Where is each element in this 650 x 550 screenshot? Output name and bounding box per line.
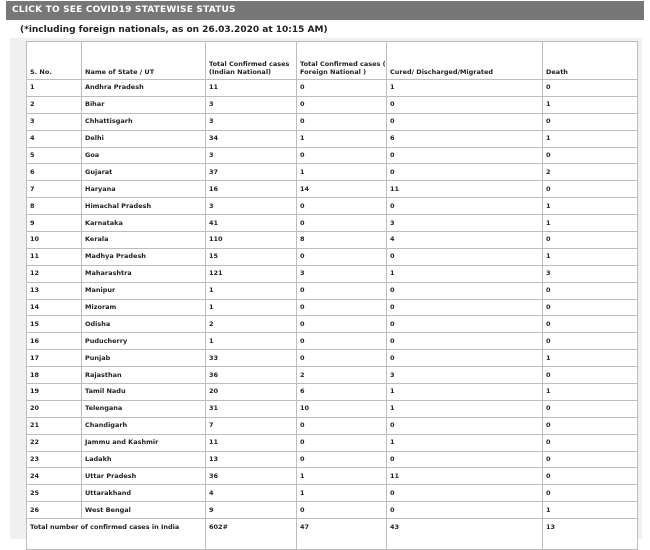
cell-cured: 0 [387, 147, 543, 164]
cell-sno: 26 [27, 502, 82, 519]
cell-death: 1 [543, 502, 638, 519]
cell-sno: 20 [27, 400, 82, 417]
cell-sno: 16 [27, 333, 82, 350]
cell-death: 0 [543, 367, 638, 384]
cell-foreign-cases: 0 [297, 350, 387, 367]
cell-foreign-cases: 0 [297, 215, 387, 232]
cell-indian-cases: 16 [206, 181, 297, 198]
cell-death: 0 [543, 299, 638, 316]
cell-death: 1 [543, 130, 638, 147]
cell-cured: 1 [387, 434, 543, 451]
cell-indian-cases: 11 [206, 80, 297, 97]
cell-state: Rajasthan [82, 367, 206, 384]
cell-death: 1 [543, 248, 638, 265]
cell-foreign-cases: 3 [297, 265, 387, 282]
cell-death: 1 [543, 198, 638, 215]
table-row [27, 265, 638, 282]
cell-state: Punjab [82, 350, 206, 367]
table-row [27, 215, 638, 232]
cell-indian-cases: 33 [206, 350, 297, 367]
table-row [27, 502, 638, 519]
cell-foreign-cases: 0 [297, 198, 387, 215]
cell-sno: 18 [27, 367, 82, 384]
cell-foreign-cases: 6 [297, 384, 387, 401]
cell-death: 3 [543, 265, 638, 282]
cell-cured: 0 [387, 248, 543, 265]
cell-cured: 1 [387, 265, 543, 282]
header-cured: Cured/ Discharged/Migrated [387, 42, 543, 80]
cell-death: 0 [543, 147, 638, 164]
cell-foreign-cases: 0 [297, 80, 387, 97]
cell-foreign-cases: 0 [297, 417, 387, 434]
table-row [27, 248, 638, 265]
cell-death: 0 [543, 113, 638, 130]
cell-state: Karnataka [82, 215, 206, 232]
cell-sno: 22 [27, 434, 82, 451]
cell-foreign-cases: 8 [297, 232, 387, 249]
cell-foreign-cases: 0 [297, 333, 387, 350]
cell-foreign-cases: 1 [297, 485, 387, 502]
table-header-row [27, 42, 638, 80]
cell-sno: 11 [27, 248, 82, 265]
cell-state: Andhra Pradesh [82, 80, 206, 97]
table-row [27, 282, 638, 299]
cell-state: West Bengal [82, 502, 206, 519]
cell-sno: 12 [27, 265, 82, 282]
cell-state: Tamil Nadu [82, 384, 206, 401]
table-row [27, 485, 638, 502]
cell-indian-cases: 20 [206, 384, 297, 401]
cell-state: Jammu and Kashmir [82, 434, 206, 451]
table-row [27, 333, 638, 350]
cell-sno: 17 [27, 350, 82, 367]
cell-state: Goa [82, 147, 206, 164]
cell-foreign-cases: 0 [297, 502, 387, 519]
cell-death: 1 [543, 384, 638, 401]
table-row [27, 417, 638, 434]
header-sno: S. No. [27, 42, 82, 80]
cell-death: 0 [543, 485, 638, 502]
header-death: Death [543, 42, 638, 80]
cell-sno: 25 [27, 485, 82, 502]
cell-cured: 1 [387, 384, 543, 401]
cell-indian-cases: 3 [206, 113, 297, 130]
table-row [27, 164, 638, 181]
cell-indian-cases: 11 [206, 434, 297, 451]
cell-sno: 6 [27, 164, 82, 181]
cell-foreign-cases: 0 [297, 434, 387, 451]
cell-indian-cases: 3 [206, 147, 297, 164]
cell-foreign-cases: 1 [297, 164, 387, 181]
cell-cured: 0 [387, 282, 543, 299]
cell-indian-cases: 121 [206, 265, 297, 282]
cell-indian-cases: 37 [206, 164, 297, 181]
table-row [27, 232, 638, 249]
table-row [27, 434, 638, 451]
cell-cured: 0 [387, 502, 543, 519]
cell-death: 1 [543, 215, 638, 232]
header-state: Name of State / UT [82, 42, 206, 80]
cell-state: Chandigarh [82, 417, 206, 434]
cell-death: 1 [543, 350, 638, 367]
cell-indian-cases: 7 [206, 417, 297, 434]
cell-sno: 19 [27, 384, 82, 401]
table-row [27, 299, 638, 316]
cell-sno: 9 [27, 215, 82, 232]
cell-state: Odisha [82, 316, 206, 333]
cell-indian-cases: 1 [206, 282, 297, 299]
cell-sno: 23 [27, 451, 82, 468]
cell-state: Manipur [82, 282, 206, 299]
cell-death: 0 [543, 80, 638, 97]
cell-death: 1 [543, 96, 638, 113]
cell-cured: 0 [387, 316, 543, 333]
cell-death: 0 [543, 333, 638, 350]
cell-cured: 4 [387, 232, 543, 249]
cell-death: 0 [543, 400, 638, 417]
cell-cured: 11 [387, 181, 543, 198]
cell-foreign-cases: 0 [297, 316, 387, 333]
total-death: 13 [543, 519, 638, 550]
cell-sno: 21 [27, 417, 82, 434]
cell-cured: 1 [387, 400, 543, 417]
cell-cured: 0 [387, 164, 543, 181]
table-row [27, 367, 638, 384]
table-row [27, 350, 638, 367]
cell-death: 2 [543, 164, 638, 181]
cell-foreign-cases: 1 [297, 468, 387, 485]
cell-state: Ladakh [82, 451, 206, 468]
cell-death: 0 [543, 316, 638, 333]
cell-foreign-cases: 0 [297, 299, 387, 316]
cell-cured: 0 [387, 417, 543, 434]
total-row [27, 519, 638, 550]
covid-statewise-table [26, 41, 638, 550]
cell-foreign-cases: 0 [297, 451, 387, 468]
cell-cured: 0 [387, 485, 543, 502]
cell-state: Delhi [82, 130, 206, 147]
table-row [27, 113, 638, 130]
cell-indian-cases: 34 [206, 130, 297, 147]
cell-cured: 0 [387, 96, 543, 113]
cell-sno: 5 [27, 147, 82, 164]
cell-indian-cases: 15 [206, 248, 297, 265]
cell-foreign-cases: 0 [297, 248, 387, 265]
cell-foreign-cases: 0 [297, 147, 387, 164]
cell-cured: 0 [387, 299, 543, 316]
cell-sno: 24 [27, 468, 82, 485]
total-label: Total number of confirmed cases in India [27, 519, 206, 550]
table-row [27, 468, 638, 485]
cell-state: Bihar [82, 96, 206, 113]
cell-sno: 3 [27, 113, 82, 130]
table-row [27, 400, 638, 417]
header-foreign-cases: Total Confirmed cases ( Foreign National ) [297, 42, 387, 80]
table-row [27, 316, 638, 333]
cell-state: Himachal Pradesh [82, 198, 206, 215]
cell-death: 0 [543, 451, 638, 468]
cell-cured: 0 [387, 451, 543, 468]
cell-foreign-cases: 10 [297, 400, 387, 417]
total-cured: 43 [387, 519, 543, 550]
cell-death: 0 [543, 232, 638, 249]
cell-foreign-cases: 14 [297, 181, 387, 198]
cell-sno: 8 [27, 198, 82, 215]
cell-indian-cases: 4 [206, 485, 297, 502]
cell-foreign-cases: 0 [297, 282, 387, 299]
cell-indian-cases: 2 [206, 316, 297, 333]
table-row [27, 384, 638, 401]
cell-cured: 3 [387, 367, 543, 384]
cell-indian-cases: 1 [206, 299, 297, 316]
table-row [27, 80, 638, 97]
cell-cured: 11 [387, 468, 543, 485]
cell-indian-cases: 31 [206, 400, 297, 417]
cell-cured: 0 [387, 198, 543, 215]
cell-foreign-cases: 2 [297, 367, 387, 384]
cell-state: Puducherry [82, 333, 206, 350]
cell-state: Mizoram [82, 299, 206, 316]
cell-indian-cases: 3 [206, 96, 297, 113]
cell-indian-cases: 13 [206, 451, 297, 468]
cell-sno: 2 [27, 96, 82, 113]
cell-foreign-cases: 1 [297, 130, 387, 147]
cell-cured: 0 [387, 333, 543, 350]
cell-state: Maharashtra [82, 265, 206, 282]
cell-state: Madhya Pradesh [82, 248, 206, 265]
total-indian-cases: 602# [206, 519, 297, 550]
cell-indian-cases: 41 [206, 215, 297, 232]
cell-cured: 1 [387, 80, 543, 97]
cell-indian-cases: 3 [206, 198, 297, 215]
cell-state: Kerala [82, 232, 206, 249]
cell-cured: 0 [387, 350, 543, 367]
cell-indian-cases: 9 [206, 502, 297, 519]
cell-death: 0 [543, 417, 638, 434]
cell-indian-cases: 1 [206, 333, 297, 350]
cell-death: 0 [543, 181, 638, 198]
cell-sno: 15 [27, 316, 82, 333]
cell-indian-cases: 36 [206, 468, 297, 485]
cell-cured: 3 [387, 215, 543, 232]
cell-indian-cases: 110 [206, 232, 297, 249]
cell-state: Chhattisgarh [82, 113, 206, 130]
cell-foreign-cases: 0 [297, 96, 387, 113]
table-row [27, 198, 638, 215]
cell-state: Haryana [82, 181, 206, 198]
cell-cured: 6 [387, 130, 543, 147]
header-indian-cases: Total Confirmed cases (Indian National) [206, 42, 297, 80]
table-row [27, 130, 638, 147]
cell-sno: 13 [27, 282, 82, 299]
cell-sno: 10 [27, 232, 82, 249]
cell-cured: 0 [387, 113, 543, 130]
cell-state: Uttar Pradesh [82, 468, 206, 485]
cell-sno: 7 [27, 181, 82, 198]
cell-state: Gujarat [82, 164, 206, 181]
cell-indian-cases: 36 [206, 367, 297, 384]
table-row [27, 181, 638, 198]
cell-sno: 1 [27, 80, 82, 97]
table-row [27, 147, 638, 164]
table-row [27, 451, 638, 468]
cell-state: Telengana [82, 400, 206, 417]
total-foreign-cases: 47 [297, 519, 387, 550]
cell-state: Uttarakhand [82, 485, 206, 502]
cell-foreign-cases: 0 [297, 113, 387, 130]
statewise-status-banner[interactable]: CLICK TO SEE COVID19 STATEWISE STATUS [6, 1, 644, 20]
cell-death: 0 [543, 468, 638, 485]
data-note: (*including foreign nationals, as on 26.03.2020 at 10:15 AM) [20, 25, 328, 35]
cell-sno: 14 [27, 299, 82, 316]
table-row [27, 96, 638, 113]
cell-death: 0 [543, 434, 638, 451]
cell-death: 0 [543, 282, 638, 299]
cell-sno: 4 [27, 130, 82, 147]
